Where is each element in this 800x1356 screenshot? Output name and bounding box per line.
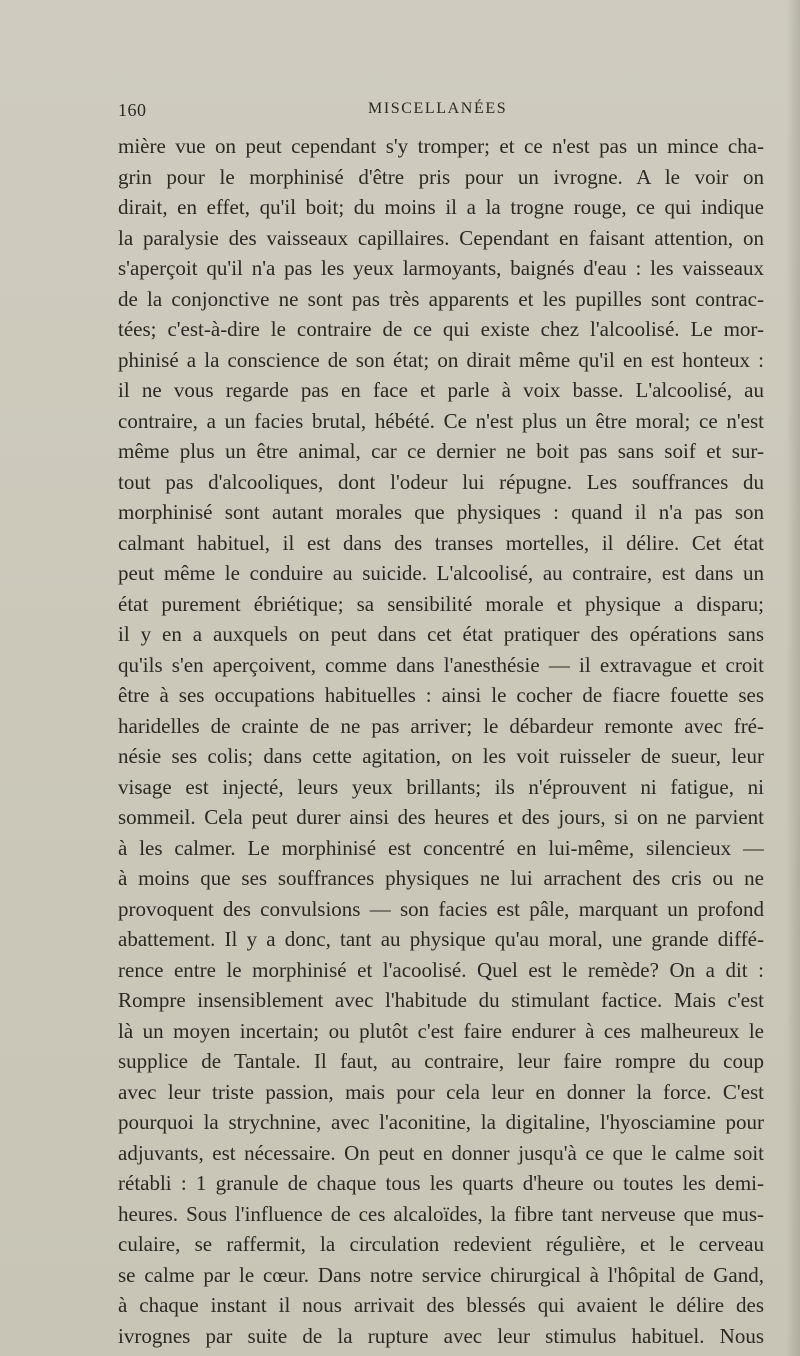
text-line: Rompre insensiblement avec l'habitude du stimulant factice. Mais c'est [118, 988, 764, 1012]
text-line: culaire, se raffermit, la circulation redevient régulière, et le cerveau [118, 1232, 764, 1256]
text-line: calmant habituel, il est dans des transes mortelles, il délire. Cet état [118, 530, 764, 555]
text-line: peut même le conduire au suicide. L'alcoolisé, au contraire, est dans un [118, 561, 764, 585]
text-line: qu'ils s'en aperçoivent, comme dans l'anesthésie — il extravague et croit [118, 652, 764, 677]
text-line: provoquent des convulsions — son facies est pâle, marquant un profond [118, 896, 764, 921]
text-line: supplice de Tantale. Il faut, au contraire, leur faire rompre du coup [118, 1049, 764, 1073]
text-line: ivrognes par suite de la rupture avec leur stimulus habituel. Nous [118, 1323, 764, 1348]
text-line: pourquoi la strychnine, avec l'aconitine, la digitaline, l'hyosciamine pour [118, 1110, 764, 1134]
body-text [118, 131, 764, 1351]
text-line: heures. Sous l'influence de ces alcaloïdes, la fibre tant nerveuse que mus- [118, 1201, 764, 1226]
text-line: dirait, en effet, qu'il boit; du moins il a la trogne rouge, ce qui indique [118, 195, 764, 219]
text-line: rétabli : 1 granule de chaque tous les quarts d'heure ou toutes les demi- [118, 1171, 764, 1195]
running-head [118, 100, 762, 126]
text-line: être à ses occupations habituelles : ainsi le cocher de fiacre fouette ses [118, 683, 764, 707]
text-line: avec leur triste passion, mais pour cela leur en donner la force. C'est [118, 1079, 764, 1104]
text-line: même plus un être animal, car ce dernier ne boit pas sans soif et sur- [118, 439, 764, 463]
text-line: tout pas d'alcooliques, dont l'odeur lui répugne. Les souffrances du [118, 469, 764, 494]
text-line: à les calmer. Le morphinisé est concentré en lui-même, silencieux — [118, 835, 764, 860]
text-line: il y en a auxquels on peut dans cet état pratiquer des opérations sans [118, 622, 764, 646]
text-line: s'aperçoit qu'il n'a pas les yeux larmoyants, baignés d'eau : les vaisseaux [118, 256, 764, 280]
text-line: là un moyen incertain; ou plutôt c'est faire endurer à ces malheureux le [118, 1018, 764, 1043]
text-line: phinisé a la conscience de son état; on dirait même qu'il en est honteux : [118, 347, 764, 372]
page-number: 160 [118, 100, 147, 120]
text-line: morphinisé sont autant morales que physiques : quand il n'a pas son [118, 500, 764, 524]
text-line: adjuvants, est nécessaire. On peut en donner jusqu'à ce que le calme soit [118, 1140, 764, 1165]
text-line: haridelles de crainte de ne pas arriver; le débardeur remonte avec fré- [118, 713, 764, 738]
page-edge-shadow [786, 0, 800, 1356]
text-line: à chaque instant il nous arrivait des blessés qui avaient le délire des [118, 1293, 764, 1317]
text-line: se calme par le cœur. Dans notre service chirurgical à l'hôpital de Gand, [118, 1262, 764, 1287]
running-title: MISCELLANÉES [368, 100, 508, 117]
text-line: à moins que ses souffrances physiques ne lui arrachent des cris ou ne [118, 866, 764, 890]
text-line: grin pour le morphinisé d'être pris pour un ivrogne. A le voir on [118, 164, 764, 189]
text-line: de la conjonctive ne sont pas très apparents et les pupilles sont contrac- [118, 286, 764, 311]
text-line: visage est injecté, leurs yeux brillants; ils n'éprouvent ni fatigue, ni [118, 774, 764, 799]
text-line: abattement. Il y a donc, tant au physique qu'au moral, une grande diffé- [118, 927, 764, 951]
text-line: tées; c'est-à-dire le contraire de ce qui existe chez l'alcoolisé. Le mor- [118, 317, 764, 341]
text-line: il ne vous regarde pas en face et parle à voix basse. L'alcoolisé, au [118, 378, 764, 402]
text-line: rence entre le morphinisé et l'acoolisé. Quel est le remède? On a dit : [118, 957, 764, 982]
text-line: état purement ébriétique; sa sensibilité morale et physique a disparu; [118, 591, 764, 616]
text-line: la paralysie des vaisseaux capillaires. Cependant en faisant attention, on [118, 225, 764, 250]
text-line: mière vue on peut cependant s'y tromper; et ce n'est pas un mince cha- [118, 134, 764, 158]
text-line: nésie ses colis; dans cette agitation, on les voit ruisseler de sueur, leur [118, 744, 764, 768]
text-line: sommeil. Cela peut durer ainsi des heures et des jours, si on ne parvient [118, 805, 764, 829]
text-line: contraire, a un facies brutal, hébété. Ce n'est plus un être moral; ce n'est [118, 408, 764, 433]
